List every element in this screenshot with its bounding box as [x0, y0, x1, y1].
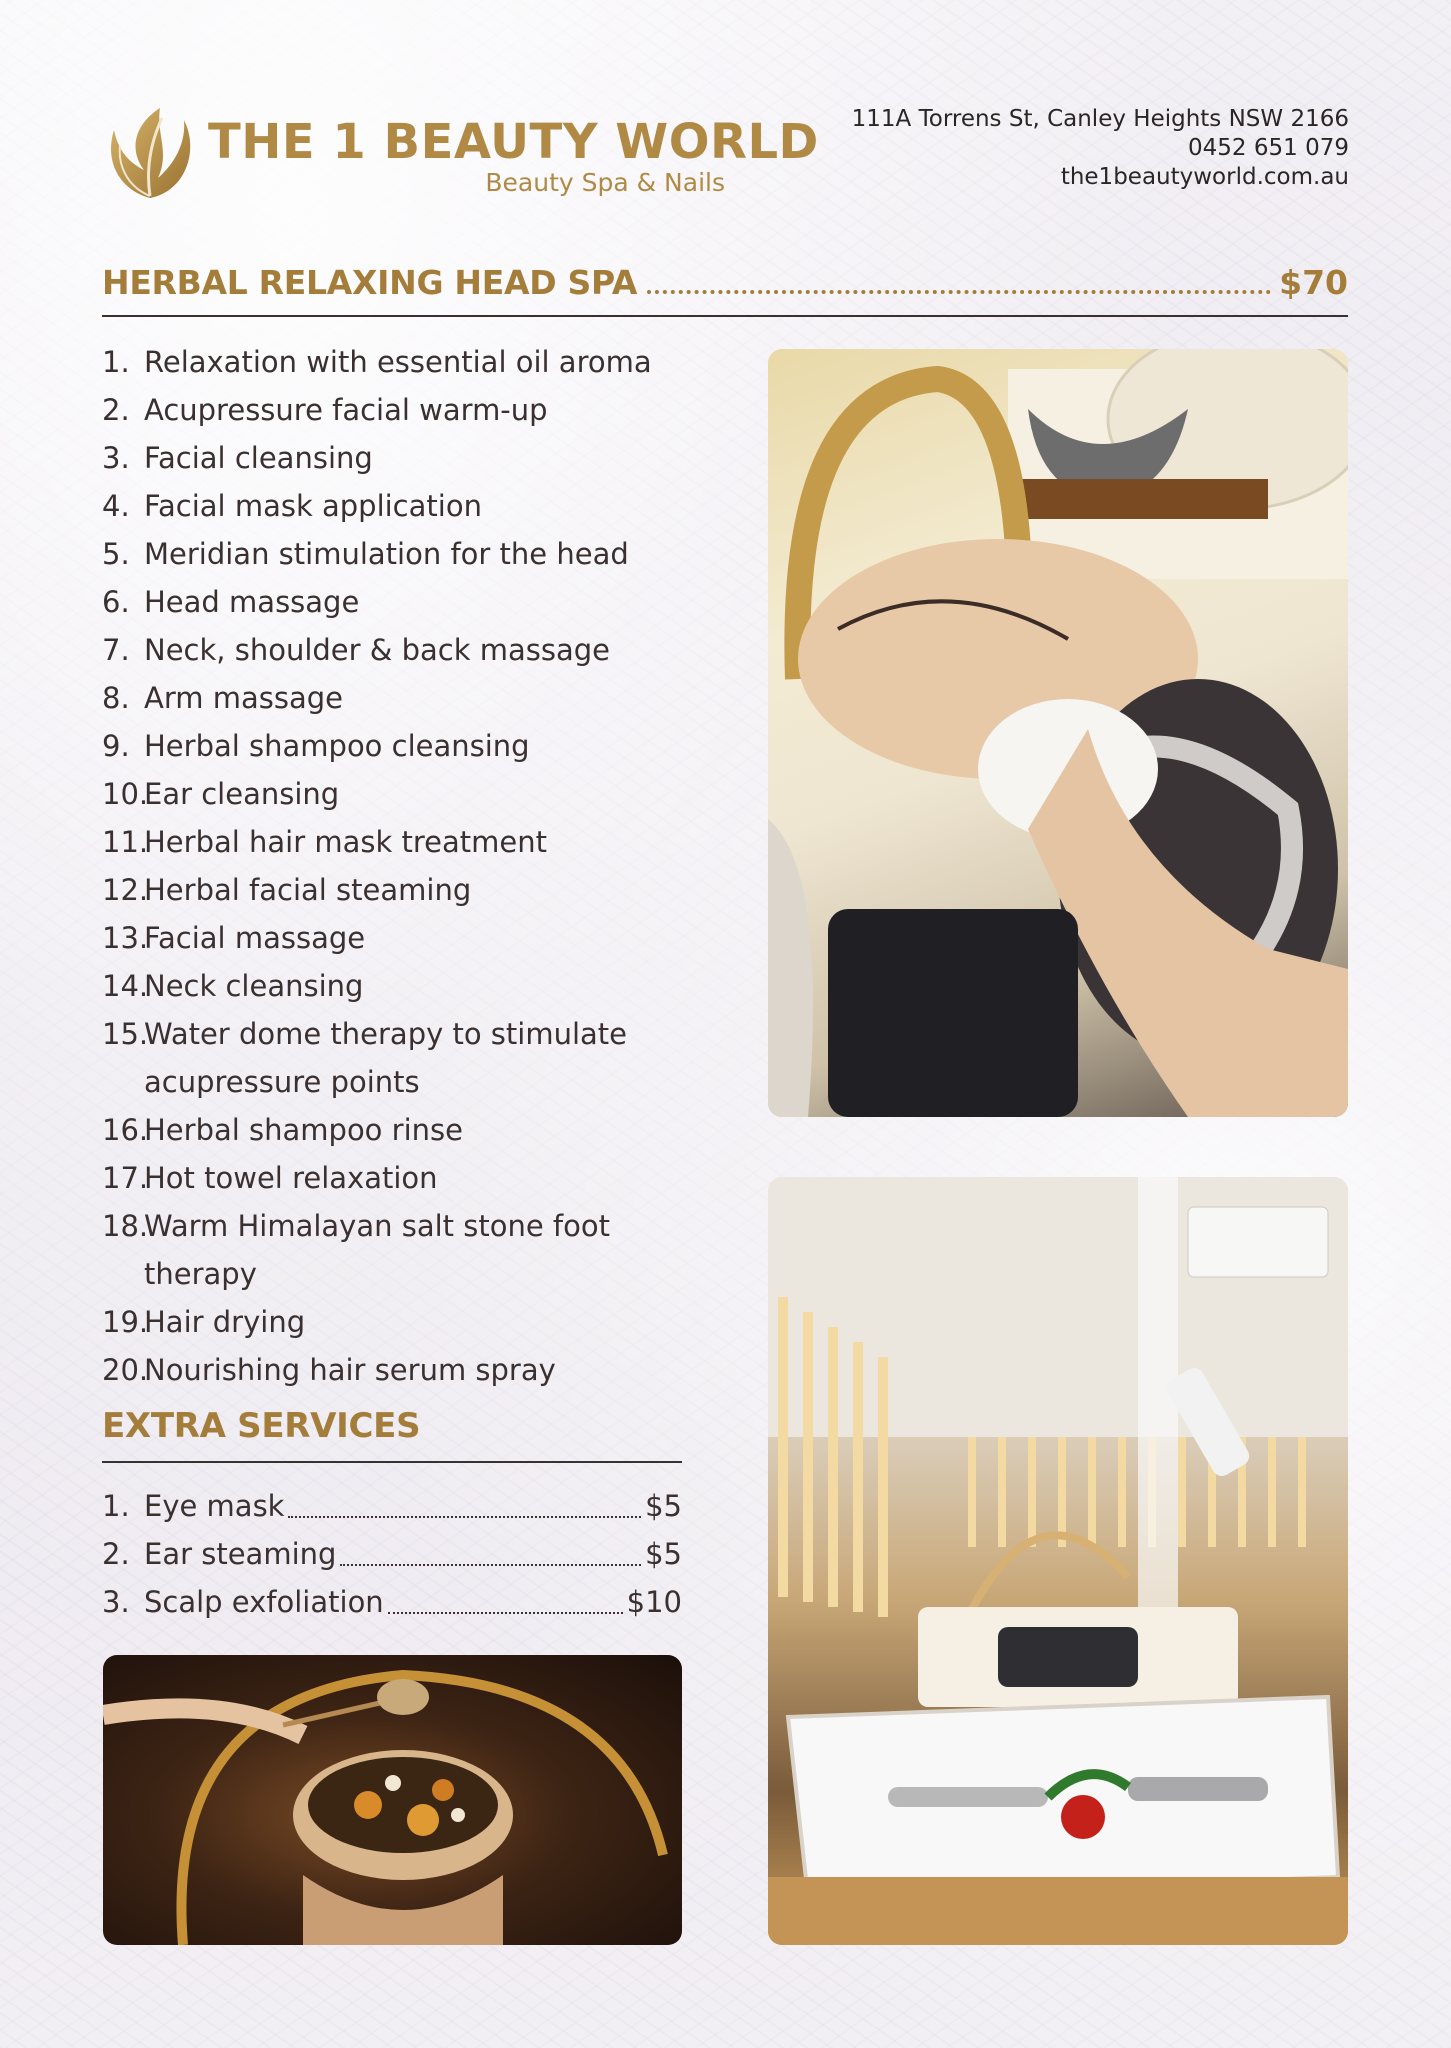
dot-leader: [340, 1564, 641, 1566]
step-text: Arm massage: [144, 681, 343, 715]
step-number: 8.: [102, 681, 130, 715]
step-number: 9.: [102, 729, 130, 763]
service-step-item: [102, 1298, 702, 1346]
extra-service-item: [102, 1530, 682, 1578]
extra-price: $10: [626, 1585, 682, 1619]
extras-title: EXTRA SERVICES: [102, 1406, 421, 1446]
step-number: 6.: [102, 585, 130, 619]
step-text: Water dome therapy to stimulate acupressure points: [144, 1017, 628, 1099]
phone-text[interactable]: 0452 651 079: [1188, 135, 1349, 161]
service-step-item: [102, 530, 702, 578]
step-text: Facial massage: [144, 921, 366, 955]
service-steps-list: [102, 338, 702, 1394]
service-step-item: [102, 482, 702, 530]
extra-name: Eye mask: [144, 1489, 285, 1523]
contact-info: [852, 105, 1349, 192]
step-number: 3.: [102, 441, 130, 475]
service-step-item: [102, 1010, 702, 1106]
step-text: Herbal shampoo rinse: [144, 1113, 463, 1147]
service-step-item: [102, 386, 702, 434]
service-step-item: [102, 1154, 702, 1202]
step-number: 14.: [102, 969, 149, 1003]
step-number: 7.: [102, 633, 130, 667]
service-step-item: [102, 770, 702, 818]
brand-tagline: Beauty Spa & Nails: [485, 168, 725, 197]
step-number: 13.: [102, 921, 149, 955]
divider: [102, 315, 1348, 317]
step-number: 20.: [102, 1353, 149, 1387]
step-number: 16.: [102, 1113, 149, 1147]
step-text: Herbal hair mask treatment: [144, 825, 547, 859]
extra-number: 3.: [102, 1585, 130, 1619]
service-step-item: [102, 1202, 702, 1298]
service-price: $70: [1279, 263, 1348, 302]
step-text: Warm Himalayan salt stone foot therapy: [144, 1209, 610, 1291]
service-step-item: [102, 818, 702, 866]
step-number: 12.: [102, 873, 149, 907]
step-text: Acupressure facial warm-up: [144, 393, 548, 427]
step-text: Hair drying: [144, 1305, 306, 1339]
step-text: Ear cleansing: [144, 777, 340, 811]
dot-leader: [388, 1612, 623, 1614]
step-text: Neck, shoulder & back massage: [144, 633, 610, 667]
head-spa-photo: [768, 349, 1348, 1117]
service-step-item: [102, 578, 702, 626]
dot-leader: [288, 1516, 641, 1518]
step-text: Meridian stimulation for the head: [144, 537, 629, 571]
service-step-item: [102, 962, 702, 1010]
service-step-item: [102, 1106, 702, 1154]
extra-price: $5: [645, 1489, 682, 1523]
step-text: Hot towel relaxation: [144, 1161, 438, 1195]
website-link[interactable]: the1beautyworld.com.au: [1060, 164, 1349, 190]
divider: [102, 1461, 682, 1463]
brand-name: THE 1 BEAUTY WORLD: [208, 114, 819, 170]
spa-room-photo: [768, 1177, 1348, 1945]
extra-service-item: [102, 1482, 682, 1530]
brand-logo: [100, 100, 819, 210]
herbal-bowl-photo: [103, 1655, 682, 1945]
step-text: Facial cleansing: [144, 441, 373, 475]
step-number: 18.: [102, 1209, 149, 1243]
step-number: 11.: [102, 825, 149, 859]
extra-service-item: [102, 1578, 682, 1626]
step-text: Facial mask application: [144, 489, 482, 523]
service-step-item: [102, 1346, 702, 1394]
step-number: 10.: [102, 777, 149, 811]
address-text: 111A Torrens St, Canley Heights NSW 2166: [851, 106, 1349, 132]
dot-leader: [647, 290, 1271, 294]
extra-price: $5: [645, 1537, 682, 1571]
extra-name: Ear steaming: [144, 1537, 337, 1571]
step-text: Relaxation with essential oil aroma: [144, 345, 652, 379]
service-step-item: [102, 866, 702, 914]
step-text: Herbal shampoo cleansing: [144, 729, 530, 763]
service-step-item: [102, 914, 702, 962]
step-number: 5.: [102, 537, 130, 571]
extra-number: 2.: [102, 1537, 130, 1571]
extra-number: 1.: [102, 1489, 130, 1523]
service-step-item: [102, 626, 702, 674]
step-number: 4.: [102, 489, 130, 523]
extra-name: Scalp exfoliation: [144, 1585, 384, 1619]
step-number: 15.: [102, 1017, 149, 1051]
service-step-item: [102, 434, 702, 482]
service-step-item: [102, 722, 702, 770]
step-text: Nourishing hair serum spray: [144, 1353, 556, 1387]
step-text: Neck cleansing: [144, 969, 364, 1003]
step-number: 1.: [102, 345, 130, 379]
step-number: 19.: [102, 1305, 149, 1339]
service-heading: [102, 262, 1348, 302]
service-step-item: [102, 674, 702, 722]
step-text: Head massage: [144, 585, 360, 619]
step-text: Herbal facial steaming: [144, 873, 472, 907]
service-step-item: [102, 338, 702, 386]
leaf-logo-icon: [100, 100, 200, 204]
extras-list: [102, 1482, 682, 1626]
step-number: 17.: [102, 1161, 149, 1195]
service-title: HERBAL RELAXING HEAD SPA: [102, 263, 638, 302]
step-number: 2.: [102, 393, 130, 427]
